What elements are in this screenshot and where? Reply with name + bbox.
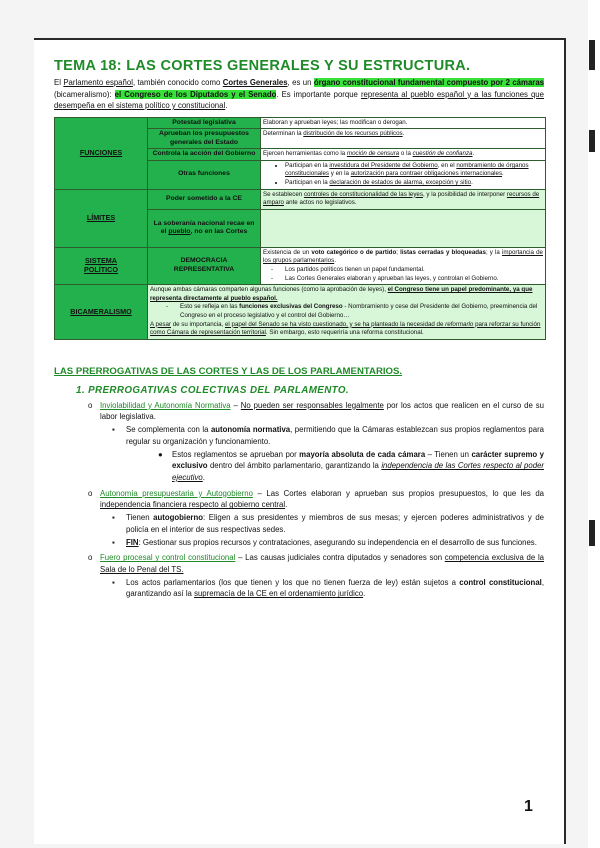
cell-text: y en la <box>329 170 351 178</box>
intro-underline: representa al pueblo español y a las funciones que desempeña en el sistema político y constitucional <box>54 89 544 110</box>
intro-underline: Parlamento español <box>63 78 133 87</box>
cell-text: recursos de amparo <box>263 190 540 207</box>
cell-text: . <box>402 130 405 138</box>
body-text-span: – Tienen un <box>425 449 472 459</box>
body-text-span: – <box>230 400 241 410</box>
subcategory-cell: DEMOCRACIA REPRESENTATIVA <box>148 247 261 284</box>
description-cell <box>261 189 546 209</box>
item-heading: Autonomía presupuestaria y Autogobierno <box>100 488 253 498</box>
list-item <box>88 488 544 511</box>
cell-text: ; <box>396 248 401 256</box>
cell-text: listas cerradas y bloqueadas <box>400 248 486 256</box>
circle-bullet-icon: o <box>88 553 93 563</box>
body-text-span: Los actos parlamentarios (los que tienen y los que no tienen fuerza de ley) están sujetos a <box>126 577 460 587</box>
cell-text: o la <box>399 150 413 158</box>
intro-text: , también conocido como <box>132 78 223 87</box>
intro-text: , es un <box>287 78 314 87</box>
cell-text: . Sin embargo, esto requeriría una reforma constitucional. <box>265 329 424 337</box>
description-cell <box>261 149 546 161</box>
section-title: LAS PRERROGATIVAS DE LAS CORTES Y LAS DE LOS PARLAMENTARIOS. <box>54 365 403 377</box>
intro-highlight: órgano constitucional fundamental compuesto por 2 cámaras <box>313 78 544 87</box>
list-item <box>285 179 543 188</box>
list-item: - Los partidos políticos tienen un papel fundamental. <box>285 266 543 275</box>
subcategory-cell: Otras funciones <box>148 160 261 189</box>
disc-bullet-icon: ● <box>158 449 163 459</box>
body-text-span: , permitiendo que la Cámaras establezcan sus propios reglamentos para regular su organización y funcionamiento. <box>126 425 544 446</box>
cell-text: pueblo <box>168 228 191 236</box>
body-text-span: : Gestionar sus propios recursos y contrataciones, asegurando su independencia en el desarrollo de sus funciones. <box>138 537 537 547</box>
subsection-title: 1. PRERROGATIVAS COLECTIVAS DEL PARLAMENTO. <box>76 384 350 396</box>
subcategory-cell: Controla la acción del Gobierno <box>148 149 261 161</box>
cell-text: ante actos no legislativos. <box>283 199 357 207</box>
body-text-span: Estos reglamentos se aprueban por <box>172 449 300 459</box>
cell-text: cuestión de confianza <box>412 150 473 158</box>
body-text-span: Se complementa con la <box>126 425 211 435</box>
summary-table <box>54 117 546 340</box>
square-bullet-icon: ▪ <box>112 577 115 587</box>
list-item <box>112 537 544 549</box>
body-text <box>54 400 544 600</box>
subcategory-cell <box>148 209 261 247</box>
cell-text: ; y la <box>485 248 502 256</box>
body-text-span: autogobierno <box>153 513 203 523</box>
subcategory-cell: Potestad legislativa <box>148 117 261 129</box>
cell-text: Participan en la <box>285 179 330 187</box>
table-row <box>55 247 546 284</box>
page-title: TEMA 18: LAS CORTES GENERALES Y SU ESTRUCTURA. <box>54 58 471 74</box>
body-text-span: competencia exclusiva de la Sala de lo Penal del TS. <box>100 553 545 574</box>
category-funciones <box>55 117 148 189</box>
cell-text: Esto se refleja en las <box>180 303 240 311</box>
intro-highlight: el Congreso de los Diputados y el Senado <box>114 89 277 99</box>
page-content <box>54 58 544 600</box>
cell-text: , en el <box>437 161 457 169</box>
body-text-span: – Las causas judiciales contra diputados y senadores son <box>235 553 445 563</box>
cell-text: funciones exclusivas del Congreso <box>239 303 343 311</box>
document-page <box>34 38 566 844</box>
cell-text: distribución de los recursos públicos <box>303 130 403 138</box>
list-item <box>285 162 543 179</box>
body-text-span: : Eligen a sus presidentes y miembros de sus mesas; y ejercen poderes administrativos y de policía en el interior de sus respectivas sedes. <box>126 513 545 534</box>
square-bullet-icon: ▪ <box>112 513 115 523</box>
dash-list <box>263 266 543 283</box>
cell-text: Existencia de un <box>263 248 312 256</box>
category-label: FUNCIONES <box>79 147 123 157</box>
page-edge-marker <box>589 130 595 152</box>
page-number: 1 <box>524 798 533 815</box>
description-cell <box>261 160 546 189</box>
category-label: BICAMERALISMO <box>70 306 132 316</box>
intro-bold-underline: Cortes Generales <box>222 78 288 87</box>
table-row <box>55 117 546 129</box>
category-label: SISTEMA <box>85 256 117 266</box>
cell-text: el papel del Senado se ha visto cuestionado, y se ha planteado la necesidad de <box>224 320 446 328</box>
body-text-span: No pueden ser responsables legalmente <box>240 400 384 410</box>
cell-text: voto categórico o de partido <box>311 248 397 256</box>
body-text-span: independencia de las Cortes respecto al poder ejecutivo <box>172 461 544 482</box>
cell-text: moción de censura <box>346 150 400 158</box>
cell-text: . <box>334 257 336 265</box>
cell-text: - Nombramiento y cese del Presidente del Gobierno, preeminencia del Congreso en el proceso legislativo y el control del Gobierno… <box>180 303 538 319</box>
item-heading: Inviolabilidad y Autonomía Normativa <box>100 400 231 410</box>
body-text-span: – Las Cortes elaboran y aprueban sus propios presupuestos, lo que les da <box>252 488 544 498</box>
cell-text: La soberanía nacional recae en el <box>153 219 255 236</box>
list-item <box>88 552 545 575</box>
body-text-span: por los actos que realicen en el curso de su labor legislativa. <box>100 400 544 422</box>
page-edge <box>588 0 600 848</box>
subcategory-cell: Aprueban los presupuestos generales del Estado <box>148 129 261 149</box>
intro-text: (bicameralismo): <box>54 89 115 99</box>
square-bullet-icon: ▪ <box>112 425 115 435</box>
intro-text: El <box>54 78 64 87</box>
cell-text: para reforzar su función como Cámara de representación territorial <box>150 320 541 337</box>
subcategory-cell: Poder sometido a la CE <box>148 189 261 209</box>
intro-text: . Es importante porque <box>276 89 361 99</box>
description-cell: Elaboran y aprueban leyes; las modifican o derogan. <box>261 117 546 129</box>
list-item <box>112 512 545 535</box>
body-text-span: . <box>363 589 366 599</box>
dash-list <box>150 303 543 320</box>
list-item <box>112 424 544 447</box>
cell-text: , y la posibilidad de interponer <box>422 190 507 198</box>
body-text-span: supremacía de la CE en el ordenamiento jurídico <box>194 589 364 599</box>
circle-bullet-icon: o <box>88 488 93 498</box>
cell-text: investidura del Presidente del Gobierno <box>329 161 438 169</box>
cell-text: importancia de los grupos parlamentarios <box>263 248 543 265</box>
cell-text: Se establecen <box>263 190 304 198</box>
table-row <box>55 285 546 340</box>
body-text-span: independencia financiera respecto al gobierno central <box>100 500 286 510</box>
cell-text: . <box>502 170 504 178</box>
category-label: LÍMITES <box>86 212 116 222</box>
cell-text: de su importancia, <box>170 320 225 328</box>
list-item <box>158 449 544 484</box>
cell-text: . <box>471 179 473 187</box>
cell-text: el Congreso tiene un papel predominante, ya que representa directamente al pueblo español. <box>150 286 533 302</box>
intro-text: . <box>225 101 228 110</box>
intro-paragraph <box>54 77 544 112</box>
body-text-span: . <box>285 500 288 510</box>
body-text-span: carácter supremo y exclusivo <box>172 449 544 471</box>
cell-text: , no en las Cortes <box>190 228 248 236</box>
cell-text: Determinan la <box>263 130 304 138</box>
cell-text: autorización para contraer obligaciones internacionales <box>350 170 503 178</box>
body-text-span: control constitucional <box>459 577 542 587</box>
table-row <box>55 189 546 209</box>
body-text-span: , garantizando así la <box>126 577 544 599</box>
list-item <box>88 400 544 423</box>
body-text-span: . <box>202 473 205 482</box>
body-text-span: FIN <box>126 537 139 547</box>
body-text-span: dentro del ámbito parlamentario, garantizando la <box>207 461 382 471</box>
category-sistema-politico <box>55 247 148 284</box>
category-label: POLÍTICO <box>84 265 118 275</box>
description-cell <box>148 285 546 340</box>
body-text-span: Tienen <box>126 513 154 523</box>
description-cell <box>261 129 546 149</box>
empty-cell <box>261 209 546 247</box>
cell-text: Participan en la <box>285 161 330 169</box>
cell-text: Ejercen herramientas como la <box>263 150 347 158</box>
item-heading: Fuero procesal y control constitucional <box>100 553 236 563</box>
cell-text: controles de constitucionalidad de las leyes <box>303 190 423 198</box>
circle-bullet-icon: o <box>88 400 93 410</box>
body-text-span: autonomía normativa <box>210 425 291 435</box>
page-edge-marker <box>589 40 595 70</box>
list-item <box>112 577 544 600</box>
page-edge-marker <box>589 520 595 546</box>
cell-text: declaración de estados de alarma, excepción y sitio <box>329 179 472 187</box>
cell-text: A pesar <box>150 320 171 328</box>
cell-text: Aunque ambas cámaras comparten algunas funciones (como la aprobación de leyes), <box>150 286 388 294</box>
description-cell <box>261 247 546 284</box>
cell-text: nombramiento de órganos constitucionales <box>285 161 529 178</box>
cell-text: reformarlo <box>445 320 474 328</box>
body-text-span: mayoría absoluta de cada cámara <box>299 449 426 459</box>
list-item: - Las Cortes Generales elaboran y aprueban las leyes, y controlan el Gobierno. <box>285 275 543 284</box>
bullet-list <box>263 162 543 188</box>
category-bicameralismo <box>55 285 148 340</box>
square-bullet-icon: ▪ <box>112 537 115 547</box>
category-limites <box>55 189 148 247</box>
list-item <box>180 303 543 320</box>
cell-text: . <box>472 150 475 158</box>
